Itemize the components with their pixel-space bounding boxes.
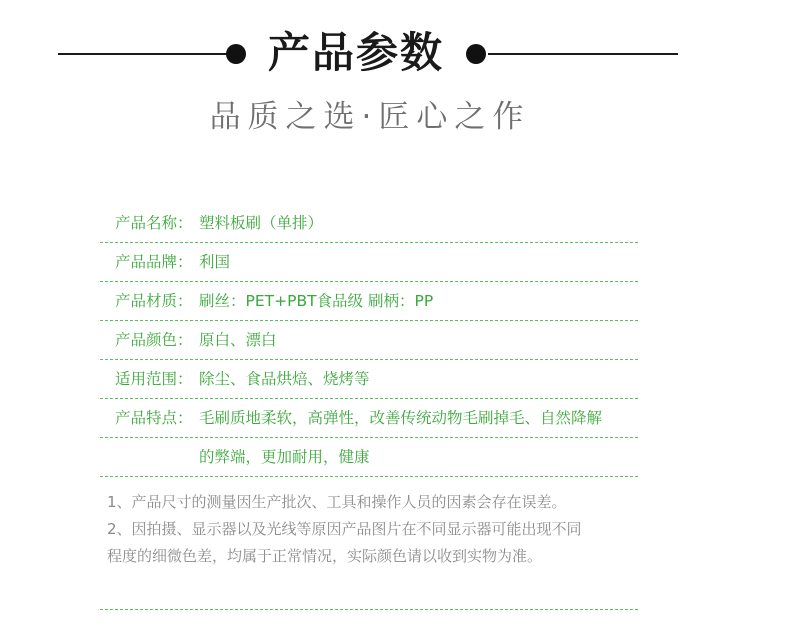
disclaimer-notes <box>107 489 647 570</box>
title-line-right <box>488 53 678 55</box>
param-row-color <box>100 321 638 360</box>
page-subtitle: 品质之选·匠心之作 <box>209 99 531 135</box>
title-dot-left-icon <box>226 44 246 64</box>
param-value: 原白、漂白 <box>199 331 277 349</box>
bottom-divider <box>100 609 638 610</box>
param-value: 毛刷质地柔软，高弹性，改善传统动物毛刷掉毛、自然降解 <box>199 409 603 427</box>
param-label: 产品材质： <box>115 292 193 310</box>
param-row-features <box>100 399 638 438</box>
param-row-usage <box>100 360 638 399</box>
page-title: 产品参数 <box>267 28 444 77</box>
param-table <box>100 204 638 477</box>
param-label: 适用范围： <box>115 370 193 388</box>
param-value: 刷丝：PET+PBT食品级 刷柄：PP <box>199 292 434 310</box>
note-line: 1、产品尺寸的测量因生产批次、工具和操作人员的因素会存在误差。 <box>107 493 567 511</box>
param-label: 产品颜色： <box>115 331 193 349</box>
param-label: 产品品牌： <box>115 253 193 271</box>
param-value: 的弊端，更加耐用，健康 <box>199 448 370 466</box>
note-line: 程度的细微色差，均属于正常情况，实际颜色请以收到实物为准。 <box>107 547 543 565</box>
section-header <box>0 22 800 84</box>
param-label: 产品名称： <box>115 214 193 232</box>
param-value: 利国 <box>199 253 231 271</box>
title-line-left <box>58 53 230 55</box>
title-dot-right-icon <box>466 44 486 64</box>
param-value: 塑料板刷（单排） <box>199 214 324 232</box>
param-row-brand <box>100 243 638 282</box>
param-row-features-cont <box>100 438 638 477</box>
param-label: 产品特点： <box>115 409 193 427</box>
param-row-material <box>100 282 638 321</box>
param-row-name <box>100 204 638 243</box>
note-line: 2、因拍摄、显示器以及光线等原因产品图片在不同显示器可能出现不同 <box>107 520 582 538</box>
param-value: 除尘、食品烘焙、烧烤等 <box>199 370 370 388</box>
